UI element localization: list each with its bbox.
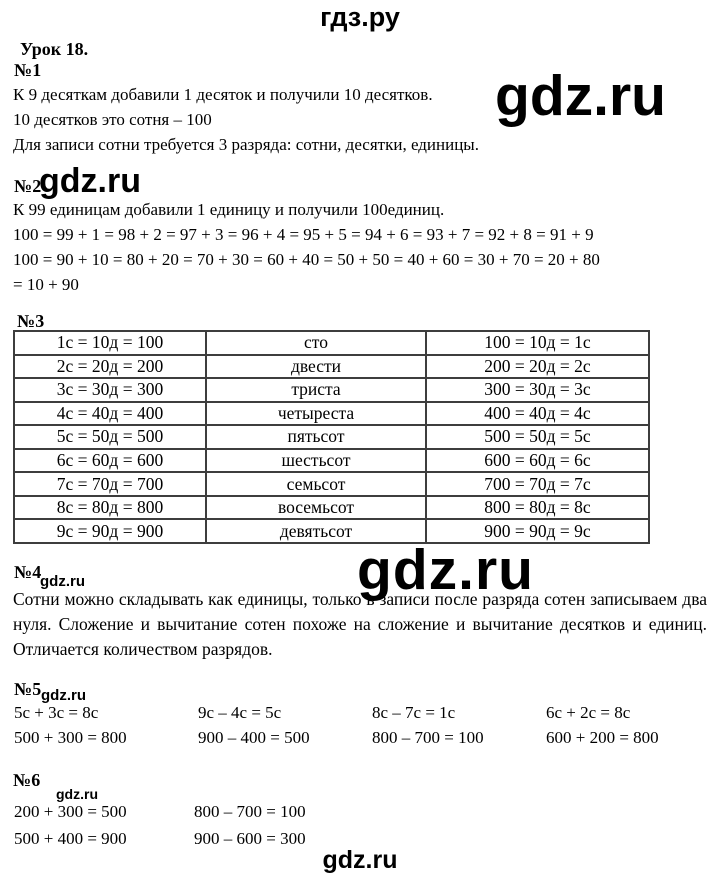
equation: 500 + 300 = 800 [14,728,127,747]
equation: 9с – 4с = 5с [198,703,282,722]
table-cell: девятьсот [206,519,426,543]
lesson-title: Урок 18. [20,39,89,59]
table-cell: 900 = 90д = 9с [426,519,649,543]
table-cell: 2с = 20д = 200 [14,355,206,379]
table-cell: 1с = 10д = 100 [14,331,206,355]
task4-number: №4 [14,562,42,582]
task5-equations [14,700,659,750]
table-cell: 300 = 30д = 3с [426,378,649,402]
equation: 200 + 300 = 500 [14,802,127,821]
equation: 5с + 3с = 8с [14,703,99,722]
table-cell: семьсот [206,472,426,496]
task2-line4: = 10 + 90 [13,275,79,294]
table-cell: 200 = 20д = 2с [426,355,649,379]
equation-row [14,700,659,725]
table-cell: 700 = 70д = 7с [426,472,649,496]
task2-line3: 100 = 90 + 10 = 80 + 20 = 70 + 30 = 60 + 40 = 50 + 50 = 40 + 60 = 30 + 70 = 20 + 80 [13,250,600,269]
task3-number: №3 [17,311,45,331]
table-row [14,402,649,426]
task4-paragraph: Сотни можно складывать как единицы, только в записи после разряда сотен записываем два нуля. Сложение и вычитание сотен похоже на сложение и вычитание десятков и единиц. Отличается количеством разрядов. [13,589,707,659]
table-row [14,472,649,496]
watermark-small-5: gdz.ru [41,687,86,704]
watermark-large-1: gdz.ru [495,64,666,128]
table-cell: 3с = 30д = 300 [14,378,206,402]
header-logo: гдз.ру [320,2,400,32]
task1-text [13,82,479,157]
task6-number: №6 [13,770,41,790]
table-cell: 400 = 40д = 4с [426,402,649,426]
table-cell: четыреста [206,402,426,426]
table-row [14,425,649,449]
table-cell: двести [206,355,426,379]
table-row [14,355,649,379]
table-row [14,378,649,402]
table-cell: 8с = 80д = 800 [14,496,206,520]
table-cell: 4с = 40д = 400 [14,402,206,426]
equation: 900 – 400 = 500 [198,728,310,747]
task1-number: №1 [14,60,42,80]
table-row [14,496,649,520]
task5-number: №5 [14,679,42,699]
equation: 900 – 600 = 300 [194,829,306,848]
equation-row [14,725,659,750]
task1-line1: К 9 десяткам добавили 1 десяток и получили 10 десятков. [13,85,433,104]
table-cell: 600 = 60д = 6с [426,449,649,473]
table-cell: шестьсот [206,449,426,473]
table-cell: восемьсот [206,496,426,520]
table-cell: 100 = 10д = 1с [426,331,649,355]
watermark-small-4: gdz.ru [40,573,85,590]
table-row [14,519,649,543]
table-row [14,449,649,473]
table-cell: сто [206,331,426,355]
table-cell: 6с = 60д = 600 [14,449,206,473]
table-cell: 5с = 50д = 500 [14,425,206,449]
table-cell: пятьсот [206,425,426,449]
equation-row [14,798,306,825]
task1-line3: Для записи сотни требуется 3 разряда: сотни, десятки, единицы. [13,135,479,154]
watermark-large-2: gdz.ru [357,538,534,602]
watermark-medium: gdz.ru [39,162,141,200]
task6-equations [14,798,306,852]
equation: 600 + 200 = 800 [546,728,659,747]
task2-line1: К 99 единицам добавили 1 единицу и получили 100единиц. [13,200,445,219]
watermark-small-6: gdz.ru [56,786,98,802]
footer-logo: gdz.ru [322,846,398,874]
hundreds-table [13,330,650,544]
table-cell: 7с = 70д = 700 [14,472,206,496]
equation: 800 – 700 = 100 [372,728,484,747]
equation: 6с + 2с = 8с [546,703,631,722]
table-cell: 800 = 80д = 8с [426,496,649,520]
table-cell: 9с = 90д = 900 [14,519,206,543]
table-cell: триста [206,378,426,402]
task2-number: №2 [14,176,42,196]
equation: 500 + 400 = 900 [14,829,127,848]
task2-text [13,197,600,297]
task2-line2: 100 = 99 + 1 = 98 + 2 = 97 + 3 = 96 + 4 = 95 + 5 = 94 + 6 = 93 + 7 = 92 + 8 = 91 + 9 [13,225,594,244]
table-row [14,331,649,355]
table-cell: 500 = 50д = 5с [426,425,649,449]
task1-line2: 10 десятков это сотня – 100 [13,110,212,129]
equation: 800 – 700 = 100 [194,802,306,821]
equation: 8с – 7с = 1с [372,703,456,722]
